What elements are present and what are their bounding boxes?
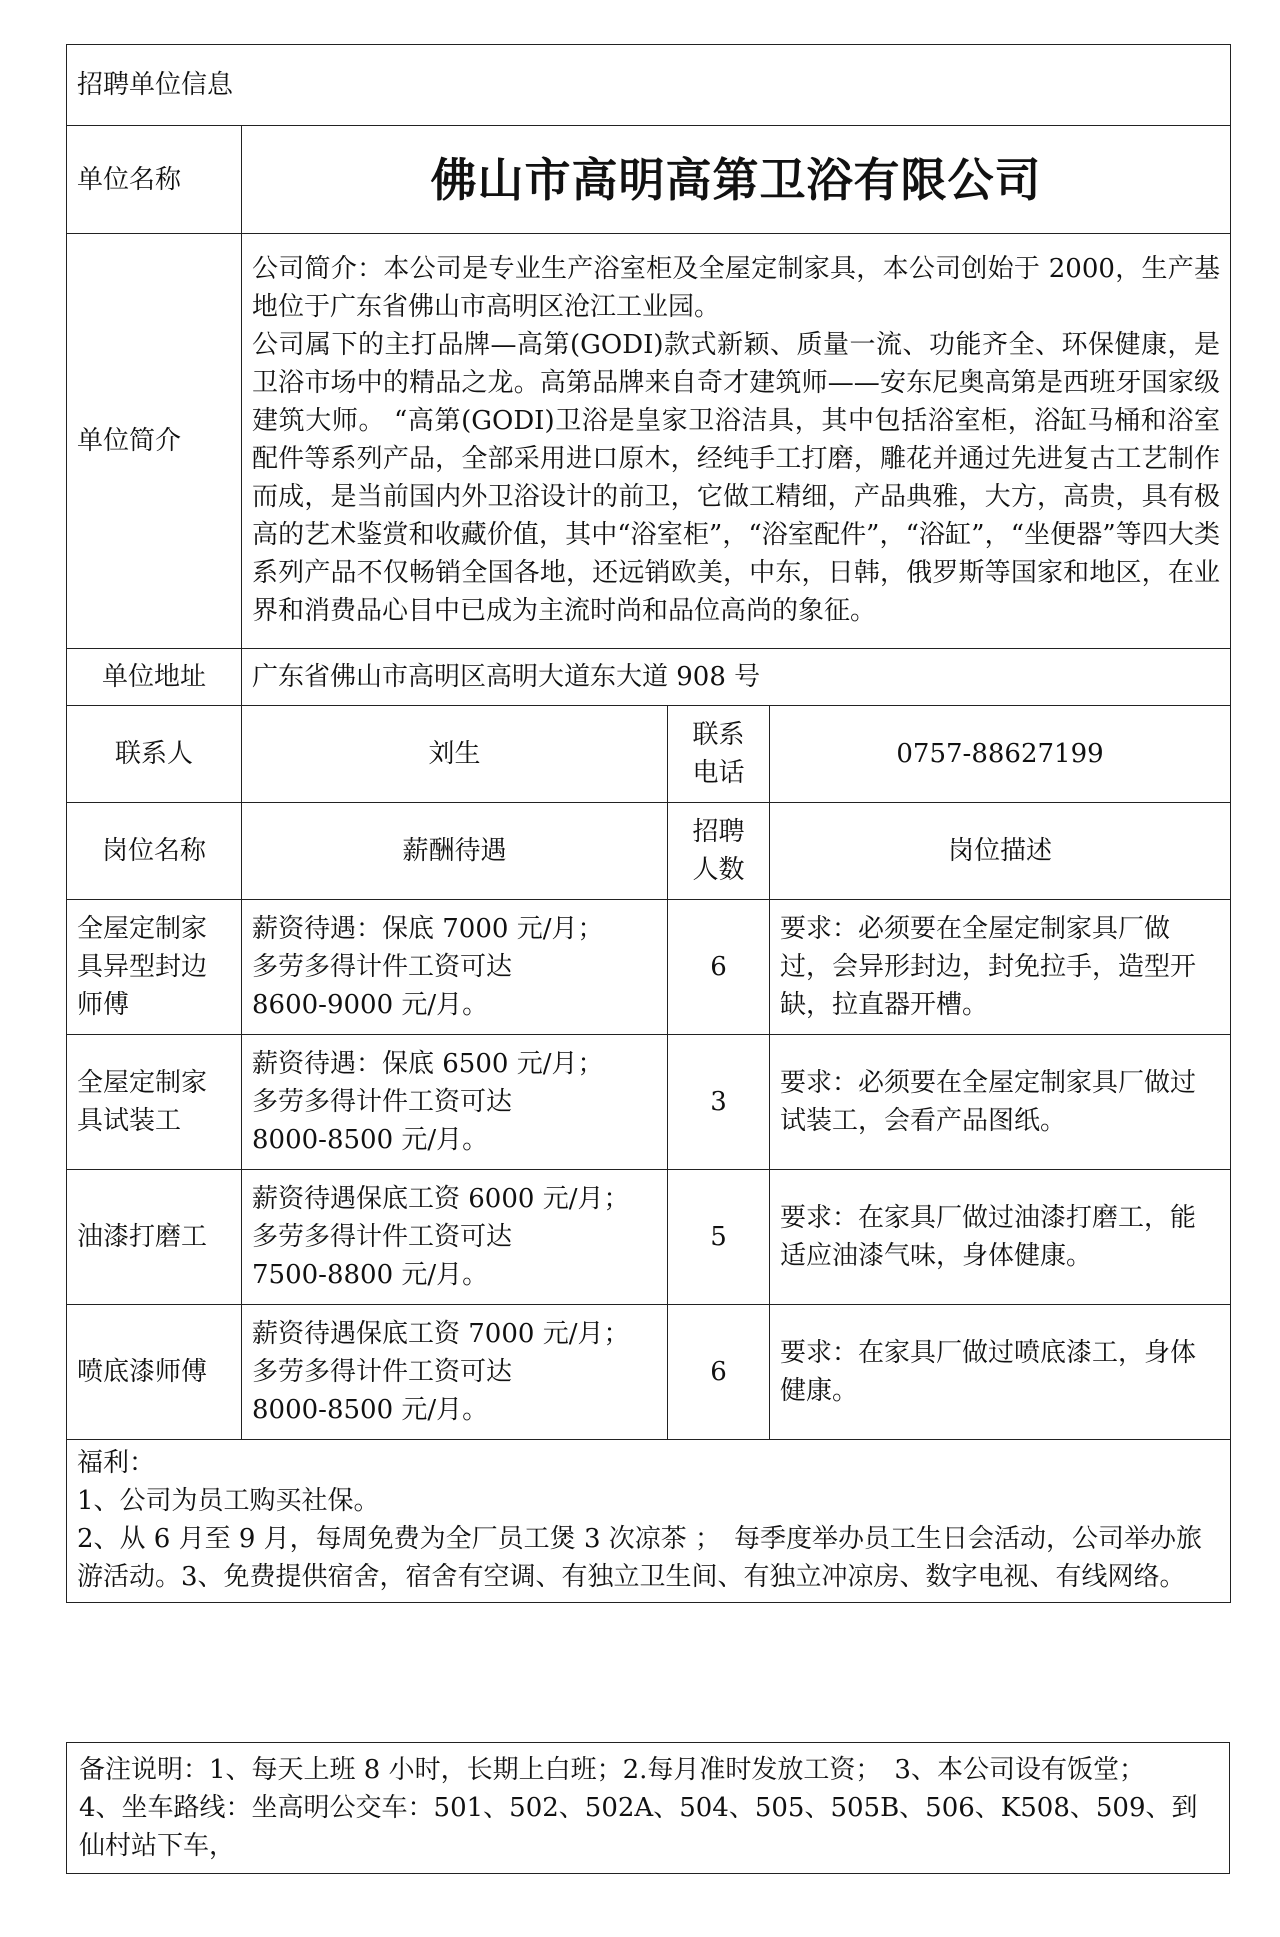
contact-row — [67, 706, 1231, 803]
salary-line: 多劳多得计件工资可达 — [252, 1357, 513, 1387]
job-desc: 要求：在家具厂做过油漆打磨工，能适应油漆气味，身体健康。 — [770, 1170, 1231, 1305]
intro-row — [67, 234, 1231, 649]
job-title: 全屋定制家具试装工 — [67, 1035, 242, 1170]
job-row — [67, 1170, 1231, 1305]
salary-line: 多劳多得计件工资可达 — [252, 952, 513, 982]
job-desc: 要求：必须要在全屋定制家具厂做过，会异形封边，封免拉手，造型开缺，拉直器开槽。 — [770, 900, 1231, 1035]
salary-line: 薪资待遇保底工资 6000 元/月； — [252, 1184, 630, 1214]
count-header-line: 招聘 — [692, 817, 745, 847]
welfare-item: 1、公司为员工购买社保。 — [77, 1486, 380, 1516]
col-position-header: 岗位名称 — [67, 803, 242, 900]
col-desc-header: 岗位描述 — [770, 803, 1231, 900]
job-row — [67, 1305, 1231, 1440]
job-salary — [242, 1305, 668, 1440]
welfare-section — [67, 1440, 1231, 1603]
salary-line: 薪资待遇保底工资 7000 元/月； — [252, 1319, 630, 1349]
company-name: 佛山市高明高第卫浴有限公司 — [242, 126, 1231, 234]
col-salary-header: 薪酬待遇 — [242, 803, 668, 900]
phone-label — [668, 706, 770, 803]
phone-number: 0757-88627199 — [770, 706, 1231, 803]
salary-line: 多劳多得计件工资可达 — [252, 1222, 513, 1252]
intro-paragraph: 公司简介：本公司是专业生产浴室柜及全屋定制家具，本公司创始于 2000，生产基地位于广东省佛山市高明区沧江工业园。 — [252, 254, 1221, 322]
salary-line: 薪资待遇：保底 6500 元/月； — [252, 1049, 604, 1079]
contact-label: 联系人 — [67, 706, 242, 803]
count-header-line: 人数 — [692, 855, 745, 885]
col-count-header — [668, 803, 770, 900]
notes-row — [67, 1743, 1230, 1874]
company-row — [67, 126, 1231, 234]
recruitment-table — [66, 44, 1231, 1603]
welfare-title: 福利： — [77, 1448, 156, 1478]
job-desc: 要求：在家具厂做过喷底漆工，身体健康。 — [770, 1305, 1231, 1440]
job-desc: 要求：必须要在全屋定制家具厂做过试装工，会看产品图纸。 — [770, 1035, 1231, 1170]
address-row — [67, 649, 1231, 706]
salary-line: 8000-8500 元/月。 — [252, 1395, 489, 1425]
company-label: 单位名称 — [67, 126, 242, 234]
contact-name: 刘生 — [242, 706, 668, 803]
salary-line: 7500-8800 元/月。 — [252, 1260, 489, 1290]
phone-label-line: 电话 — [692, 758, 745, 788]
notes-box — [66, 1742, 1230, 1874]
job-title: 喷底漆师傅 — [67, 1305, 242, 1440]
notes-content — [67, 1743, 1230, 1874]
job-count: 5 — [668, 1170, 770, 1305]
salary-line: 薪资待遇：保底 7000 元/月； — [252, 914, 604, 944]
job-count: 3 — [668, 1035, 770, 1170]
job-salary — [242, 900, 668, 1035]
notes-line: 4、坐车路线：坐高明公交车：501、502、502A、504、505、505B、506、K508、509、到仙村站下车， — [79, 1793, 1198, 1861]
notes-line: 备注说明：1、每天上班 8 小时，长期上白班；2.每月准时发放工资； 3、本公司设有饭堂； — [79, 1755, 1145, 1785]
address-label: 单位地址 — [67, 649, 242, 706]
job-row — [67, 900, 1231, 1035]
job-title: 油漆打磨工 — [67, 1170, 242, 1305]
salary-line: 多劳多得计件工资可达 — [252, 1087, 513, 1117]
jobs-header-row — [67, 803, 1231, 900]
salary-line: 8600-9000 元/月。 — [252, 990, 489, 1020]
welfare-item: 2、从 6 月至 9 月，每周免费为全厂员工煲 3 次凉茶 ； 每季度举办员工生日会活动，公司举办旅游活动。3、免费提供宿舍，宿舍有空调、有独立卫生间、有独立冲凉房、数字电视、有线网络。 — [77, 1524, 1203, 1592]
job-salary — [242, 1170, 668, 1305]
section-title: 招聘单位信息 — [67, 45, 1231, 126]
intro-label: 单位简介 — [67, 234, 242, 649]
welfare-row — [67, 1440, 1231, 1603]
job-row — [67, 1035, 1231, 1170]
address-value: 广东省佛山市高明区高明大道东大道 908 号 — [242, 649, 1231, 706]
job-title: 全屋定制家具异型封边师傅 — [67, 900, 242, 1035]
header-row — [67, 45, 1231, 126]
phone-label-line: 联系 — [692, 720, 745, 750]
salary-line: 8000-8500 元/月。 — [252, 1125, 489, 1155]
intro-text — [242, 234, 1231, 649]
job-count: 6 — [668, 900, 770, 1035]
job-count: 6 — [668, 1305, 770, 1440]
job-salary — [242, 1035, 668, 1170]
intro-paragraph: 公司属下的主打品牌—高第(GODI)款式新颖、质量一流、功能齐全、环保健康，是卫浴市场中的精品之龙。高第品牌来自奇才建筑师——安东尼奥高第是西班牙国家级建筑大师。 “高第(GODI)卫浴是皇家卫浴洁具，其中包括浴室柜，浴缸马桶和浴室配件等系列产品，全部采用进口原木，经纯手工打磨，雕花并通过先进复古工艺制作而成，是当前国内外卫浴设计的前卫，它做工精细，产品典雅，大方，高贵，具有极高的艺术鉴赏和收藏价值，其中“浴室柜”，“浴室配件”，“浴缸”，“坐便器”等四大类系列产品不仅畅销全国各地，还远销欧美，中东，日韩，俄罗斯等国家和地区，在业界和消费品心目中已成为主流时尚和品位高尚的象征。 — [252, 330, 1221, 626]
